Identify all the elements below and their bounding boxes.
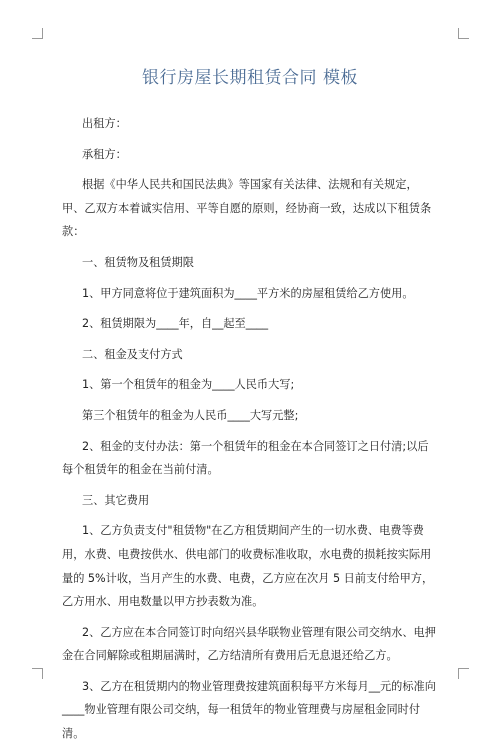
intro-paragraph: 根据《中华人民共和国民法典》等国家有关法律、法规和有关规定，甲、乙双方本着诚实信用、平等自愿的原则，经协商一致，达成以下租赁条款： xyxy=(62,178,432,239)
page-corner-mark xyxy=(32,28,43,39)
document-body xyxy=(62,112,437,746)
lessee-label: 承租方： xyxy=(82,147,127,161)
clause-paragraph: 第三个租赁年的租金为人民币____大写元整; xyxy=(82,408,299,422)
document-title: 银行房屋长期租赁合同 模板 xyxy=(142,68,358,88)
clause-paragraph: 3、乙方在租赁期内的物业管理费按建筑面积每平方米每月__元的标准向____物业管理有限公司交纳，每一租赁年的物业管理费与房屋租金同时付清。 xyxy=(62,679,436,741)
section-heading: 三、其它费用 xyxy=(82,493,150,507)
clause-paragraph: 2、租赁期限为____年，自__起至____ xyxy=(82,317,269,331)
clause-paragraph: 2、乙方应在本合同签订时向绍兴县华联物业管理有限公司交纳水、电押金在合同解除或租期届满时，乙方结清所有费用后无息退还给乙方。 xyxy=(62,625,436,663)
clause-paragraph: 2、租金的支付办法：第一个租赁年的租金在本合同签订之日付清;以后每个租赁年的租金在当前付清。 xyxy=(62,439,429,477)
lessor-label: 出租方： xyxy=(82,117,127,130)
page-corner-mark xyxy=(32,668,43,679)
clause-paragraph: 1、乙方负责支付"租赁物"在乙方租赁期间产生的一切水费、电费等费用，水费、电费按供水、供电部门的收费标准收取，水电费的损耗按实际用量的 5%计收，当月产生的水费、电费，乙方应在次月 5 日前支付给甲方，乙方用水、用电数量以甲方抄表数为准。 xyxy=(62,524,434,609)
section-heading: 二、租金及支付方式 xyxy=(82,347,183,361)
clause-paragraph: 1、第一个租赁年的租金为____人民币大写; xyxy=(82,378,295,392)
page-corner-mark xyxy=(458,28,469,39)
section-heading: 一、租赁物及租赁期限 xyxy=(82,255,194,269)
clause-paragraph: 1、甲方同意将位于建筑面积为____平方米的房屋租赁给乙方使用。 xyxy=(82,286,414,300)
page-corner-mark xyxy=(458,668,469,679)
